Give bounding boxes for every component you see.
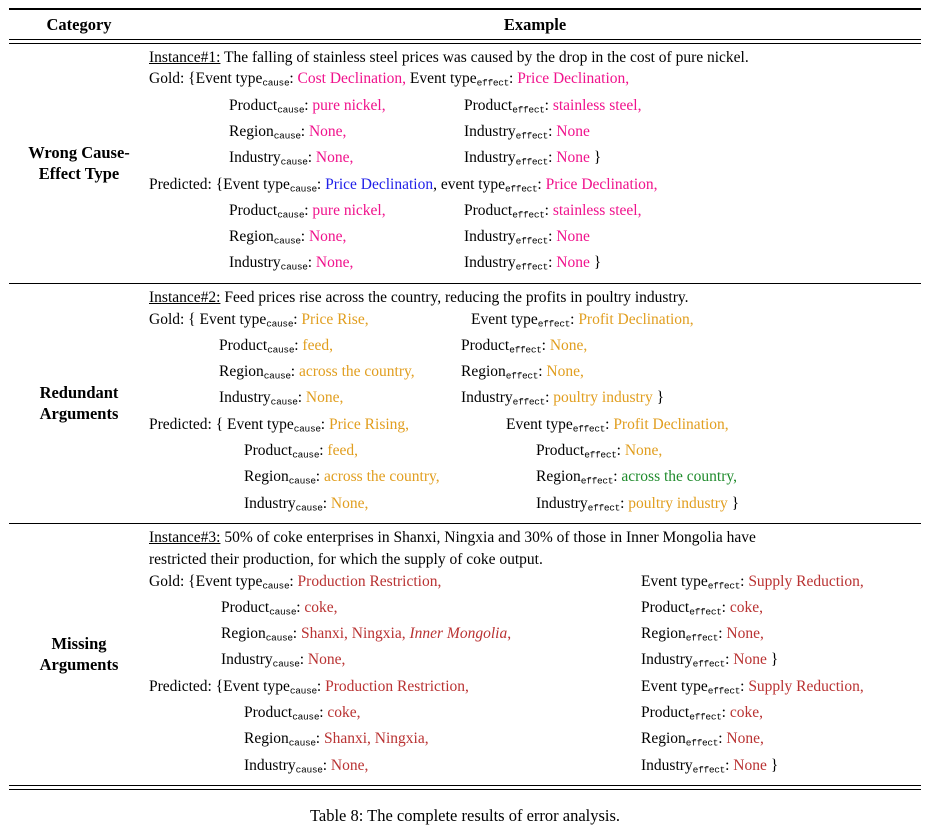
- example-line: [149, 309, 921, 335]
- line-right-segment: [461, 335, 587, 361]
- text: Gold: {: [149, 70, 196, 88]
- field-role-subscript: cause: [280, 261, 308, 273]
- field-label: Industry$_{cause}$:: [221, 651, 308, 670]
- field-label: Event type$_{cause}$:: [199, 310, 302, 330]
- field-value: coke,: [729, 704, 763, 722]
- field-label: Region$_{cause}$:: [221, 625, 301, 644]
- field-role-subscript: effect: [685, 632, 719, 644]
- field-role-subscript: cause: [262, 77, 290, 89]
- field-value: across the country,: [323, 468, 440, 486]
- field-role-subscript: cause: [293, 423, 321, 435]
- field-role-subscript: effect: [509, 344, 542, 356]
- instance-label: Instance#3:: [149, 528, 221, 546]
- field-value: pure nickel,: [312, 96, 386, 114]
- field-value: Production Restriction,: [325, 677, 469, 695]
- field-value: stainless steel,: [552, 96, 642, 114]
- category-label: Wrong Cause-: [28, 142, 130, 162]
- table-header-row: [9, 10, 921, 39]
- field-role-subscript: cause: [269, 606, 297, 618]
- line-left-segment: [244, 495, 368, 512]
- field-value: ,: [507, 625, 512, 643]
- field-role-subscript: effect: [505, 370, 539, 382]
- text: restricted their production, for which the supply of coke output.: [149, 550, 543, 568]
- field-role-subscript: cause: [295, 764, 323, 776]
- line-left-segment: [149, 416, 409, 433]
- field-label: Industry$_{effect}$:: [461, 389, 554, 408]
- line-right-segment: [641, 755, 778, 781]
- field-role-subscript: cause: [266, 318, 294, 330]
- category-label: Missing: [51, 633, 107, 653]
- line-left-segment: [229, 149, 353, 166]
- example-line: [149, 361, 921, 387]
- example-cell: [149, 527, 921, 781]
- line-left-segment: [149, 573, 441, 590]
- example-line: [149, 466, 921, 492]
- field-label: Industry$_{cause}$:: [229, 149, 316, 168]
- field-role-subscript: effect: [515, 261, 549, 273]
- field-value: coke,: [327, 704, 361, 722]
- text: }: [589, 149, 602, 167]
- example-line: [149, 440, 921, 466]
- field-value: feed,: [327, 442, 358, 460]
- field-label: Event type$_{cause}$:: [223, 677, 326, 697]
- field-role-subscript: effect: [685, 737, 719, 749]
- field-role-subscript: effect: [537, 318, 571, 330]
- field-role-subscript: effect: [515, 156, 549, 168]
- field-label: Event type$_{effect}$:: [506, 415, 614, 435]
- field-value: None,: [726, 625, 764, 643]
- field-label: Industry$_{cause}$:: [229, 254, 316, 273]
- field-value: feed,: [302, 336, 333, 354]
- field-role-subscript: effect: [689, 606, 722, 618]
- field-value: Price Declination: [325, 175, 434, 193]
- line-left-segment: [149, 678, 469, 695]
- line-left-segment: [229, 97, 386, 114]
- field-role-subscript: cause: [267, 344, 295, 356]
- example-line: [149, 335, 921, 361]
- field-role-subscript: cause: [273, 235, 301, 247]
- category-cell: [9, 527, 149, 781]
- line-right-segment: [464, 200, 642, 226]
- field-role-subscript: effect: [584, 449, 617, 461]
- text: Predicted: {: [149, 415, 228, 433]
- text: }: [652, 389, 665, 407]
- example-line: [149, 414, 921, 440]
- line-left-segment: [149, 70, 629, 87]
- example-line: [149, 649, 921, 675]
- field-value: None,: [330, 494, 369, 512]
- field-label: Event type$_{cause}$:: [195, 70, 298, 89]
- field-value: Inner Mongolia: [409, 625, 508, 643]
- field-value: Price Rise,: [301, 310, 369, 328]
- example-line: [149, 147, 921, 173]
- column-header-category: Category: [46, 15, 112, 34]
- text: 50% of coke enterprises in Shanxi, Ningxia and 30% of those in Inner Mongolia have: [220, 528, 756, 546]
- line-right-segment: [506, 414, 729, 440]
- field-value: None,: [549, 336, 588, 354]
- field-label: Product$_{cause}$:: [244, 704, 328, 723]
- table-row: [9, 44, 921, 283]
- text: Gold: {: [149, 572, 196, 590]
- field-value: Price Rising,: [328, 415, 410, 433]
- field-label: Industry$_{effect}$:: [641, 651, 734, 670]
- field-value: Profit Declination,: [613, 415, 729, 433]
- field-value: None,: [624, 442, 663, 460]
- field-label: Product$_{effect}$:: [464, 201, 553, 221]
- line-left-segment: [221, 651, 345, 668]
- line-left-segment: [244, 468, 440, 485]
- field-value: Profit Declination,: [578, 310, 694, 328]
- field-label: Product$_{effect}$:: [536, 442, 625, 461]
- field-role-subscript: effect: [572, 423, 606, 435]
- field-role-subscript: effect: [476, 77, 510, 89]
- line-left-segment: [221, 625, 511, 642]
- line-right-segment: [536, 466, 737, 492]
- line-left-segment: [229, 254, 353, 271]
- text: The falling of stainless steel prices was caused by the drop in the cost of pure nickel.: [220, 48, 749, 66]
- example-line: [149, 287, 921, 309]
- line-right-segment: [536, 440, 662, 466]
- instance-label: Instance#2:: [149, 288, 221, 306]
- field-value: Shanxi, Ningxia,: [300, 625, 410, 643]
- field-role-subscript: effect: [505, 183, 538, 195]
- field-value: None,: [307, 651, 346, 669]
- example-line: [149, 47, 921, 69]
- table-row: [9, 524, 921, 785]
- field-label: Region$_{cause}$:: [229, 122, 309, 142]
- field-label: Industry$_{cause}$:: [219, 389, 306, 408]
- line-left-segment: [229, 228, 346, 245]
- field-role-subscript: cause: [288, 475, 316, 487]
- field-role-subscript: effect: [580, 475, 614, 487]
- example-line: [149, 493, 921, 519]
- field-label: Region$_{effect}$:: [536, 468, 622, 487]
- line-right-segment: [461, 361, 584, 387]
- field-value: pure nickel,: [312, 201, 386, 219]
- field-value: None: [556, 228, 590, 246]
- text: Predicted: {: [149, 175, 224, 193]
- line-right-segment: [641, 728, 764, 754]
- field-value: Supply Reduction,: [748, 572, 864, 590]
- field-label: Industry$_{cause}$:: [244, 494, 331, 514]
- example-line: [149, 702, 921, 728]
- field-role-subscript: effect: [587, 502, 621, 514]
- table-body: [9, 44, 921, 785]
- field-value: poultry industry: [628, 494, 728, 512]
- field-label: Industry$_{effect}$:: [536, 494, 629, 514]
- field-role-subscript: cause: [262, 580, 290, 592]
- field-value: Cost Declination,: [297, 70, 407, 88]
- field-label: Region$_{cause}$:: [244, 468, 324, 487]
- example-line: [149, 549, 921, 571]
- field-value: None,: [546, 363, 584, 381]
- field-value: None: [556, 254, 590, 272]
- line-left-segment: [221, 599, 338, 616]
- field-label: Industry$_{effect}$:: [464, 228, 557, 247]
- text: Gold: {: [149, 310, 200, 328]
- field-label: Product$_{cause}$:: [221, 598, 305, 618]
- category-label: Redundant: [39, 382, 119, 402]
- field-role-subscript: cause: [289, 685, 317, 697]
- field-value: coke,: [729, 598, 763, 616]
- example-line: [149, 527, 921, 549]
- field-role-subscript: effect: [689, 711, 722, 723]
- field-role-subscript: effect: [512, 209, 545, 221]
- line-right-segment: [641, 702, 763, 728]
- field-label: Region$_{effect}$:: [461, 363, 547, 382]
- line-right-segment: [641, 623, 764, 649]
- field-value: stainless steel,: [552, 201, 642, 219]
- example-line: [149, 755, 921, 781]
- line-left-segment: [149, 49, 749, 66]
- field-value: Price Declination,: [545, 175, 658, 193]
- line-left-segment: [219, 337, 333, 354]
- example-line: [149, 200, 921, 226]
- table-row: [9, 284, 921, 523]
- field-label: Industry$_{effect}$:: [464, 254, 557, 273]
- field-value: Supply Reduction,: [748, 677, 864, 695]
- line-left-segment: [149, 311, 369, 328]
- field-label: Event type$_{cause}$:: [223, 175, 326, 195]
- field-value: None: [556, 122, 590, 140]
- example-line: [149, 226, 921, 252]
- field-role-subscript: cause: [292, 711, 320, 723]
- field-label: Product$_{cause}$:: [219, 336, 303, 356]
- category-cell: [9, 287, 149, 519]
- category-label: Arguments: [39, 654, 119, 674]
- field-label: Region$_{effect}$:: [641, 625, 727, 644]
- field-label: Region$_{cause}$:: [229, 228, 309, 247]
- line-left-segment: [229, 202, 386, 219]
- field-role-subscript: cause: [270, 396, 298, 408]
- line-left-segment: [244, 730, 429, 747]
- field-label: Product$_{effect}$:: [641, 598, 730, 618]
- field-value: None: [733, 651, 767, 669]
- line-right-segment: [461, 387, 664, 413]
- example-line: [149, 623, 921, 649]
- field-role-subscript: effect: [707, 685, 741, 697]
- line-right-segment: [464, 252, 601, 278]
- field-label: Product$_{cause}$:: [229, 201, 313, 221]
- field-value: None: [556, 149, 590, 167]
- text: }: [589, 254, 602, 272]
- line-left-segment: [149, 176, 658, 193]
- field-value: None,: [315, 149, 354, 167]
- field-value: across the country,: [298, 363, 415, 381]
- example-line: [149, 597, 921, 623]
- field-label: Event type$_{effect}$:: [409, 70, 518, 89]
- line-left-segment: [229, 123, 346, 140]
- example-line: [149, 676, 921, 702]
- field-label: Event type$_{cause}$:: [195, 572, 298, 592]
- category-cell: [9, 47, 149, 279]
- category-label: Effect Type: [38, 163, 120, 183]
- field-label: Product$_{effect}$:: [641, 704, 730, 723]
- category-label: Arguments: [39, 403, 119, 423]
- line-right-segment: [641, 676, 864, 702]
- field-label: Event type$_{effect}$:: [471, 310, 579, 330]
- line-right-segment: [641, 571, 864, 597]
- field-label: Region$_{cause}$:: [219, 363, 299, 382]
- line-left-segment: [244, 442, 358, 459]
- line-left-segment: [149, 289, 689, 306]
- text: }: [766, 756, 779, 774]
- example-line: [149, 68, 921, 94]
- field-label: Industry$_{effect}$:: [464, 149, 557, 168]
- line-right-segment: [536, 493, 739, 519]
- field-label: Product$_{effect}$:: [461, 336, 550, 356]
- example-line: [149, 95, 921, 121]
- text: Predicted: {: [149, 677, 224, 695]
- line-right-segment: [464, 226, 590, 252]
- line-right-segment: [464, 121, 590, 147]
- line-left-segment: [219, 389, 343, 406]
- field-label: Product$_{effect}$:: [464, 96, 553, 116]
- field-role-subscript: cause: [288, 737, 316, 749]
- text: ,: [433, 175, 441, 193]
- field-role-subscript: cause: [263, 370, 291, 382]
- line-right-segment: [464, 147, 601, 173]
- line-left-segment: [244, 704, 361, 721]
- text: }: [766, 651, 779, 669]
- line-right-segment: [464, 95, 642, 121]
- field-role-subscript: effect: [512, 396, 546, 408]
- line-left-segment: [219, 363, 415, 380]
- field-role-subscript: cause: [265, 632, 293, 644]
- table-bottom-rule: [9, 785, 921, 790]
- field-role-subscript: cause: [273, 130, 301, 142]
- field-label: Industry$_{cause}$:: [244, 756, 331, 776]
- field-role-subscript: effect: [692, 764, 726, 776]
- field-label: Industry$_{effect}$:: [464, 122, 557, 142]
- field-value: Price Declination,: [517, 70, 630, 88]
- field-value: Shanxi, Ningxia,: [323, 730, 429, 748]
- field-value: poultry industry: [553, 389, 653, 407]
- field-value: None,: [726, 730, 764, 748]
- field-value: None,: [330, 756, 369, 774]
- example-line: [149, 121, 921, 147]
- example-line: [149, 571, 921, 597]
- line-left-segment: [244, 757, 368, 774]
- field-value: Production Restriction,: [297, 572, 442, 590]
- example-cell: [149, 287, 921, 519]
- instance-label: Instance#1:: [149, 48, 221, 66]
- field-role-subscript: cause: [295, 502, 323, 514]
- example-line: [149, 252, 921, 278]
- line-left-segment: [149, 551, 543, 568]
- field-label: Region$_{effect}$:: [641, 730, 727, 749]
- field-value: None,: [305, 389, 344, 407]
- field-label: Event type$_{cause}$:: [227, 415, 329, 435]
- field-role-subscript: effect: [515, 130, 549, 142]
- field-value: None,: [308, 228, 347, 246]
- field-role-subscript: effect: [692, 658, 726, 670]
- line-left-segment: [149, 529, 756, 546]
- field-label: Product$_{cause}$:: [229, 96, 313, 116]
- line-right-segment: [471, 309, 694, 335]
- text: Feed prices rise across the country, reducing the profits in poultry industry.: [220, 288, 689, 306]
- field-value: None,: [315, 254, 354, 272]
- field-role-subscript: cause: [277, 209, 305, 221]
- field-label: event type$_{effect}$:: [440, 175, 546, 195]
- field-label: Product$_{cause}$:: [244, 442, 328, 461]
- field-value: None: [733, 756, 767, 774]
- example-line: [149, 728, 921, 754]
- field-role-subscript: effect: [515, 235, 549, 247]
- field-label: Industry$_{effect}$:: [641, 756, 734, 776]
- field-role-subscript: cause: [277, 104, 305, 116]
- field-role-subscript: cause: [289, 183, 317, 195]
- field-label: Event type$_{effect}$:: [641, 677, 749, 697]
- field-role-subscript: cause: [292, 449, 320, 461]
- text: }: [727, 494, 740, 512]
- line-right-segment: [641, 649, 778, 675]
- example-line: [149, 387, 921, 413]
- table-caption: Table 8: The complete results of error analysis.: [309, 805, 621, 825]
- field-label: Event type$_{effect}$:: [641, 572, 749, 592]
- field-role-subscript: effect: [707, 580, 741, 592]
- field-value: coke,: [304, 598, 338, 616]
- field-role-subscript: cause: [280, 156, 308, 168]
- field-value: across the country,: [621, 468, 738, 486]
- column-header-example: Example: [503, 15, 567, 34]
- field-role-subscript: cause: [272, 658, 300, 670]
- example-cell: [149, 47, 921, 279]
- field-value: None,: [308, 122, 347, 140]
- field-role-subscript: effect: [512, 104, 545, 116]
- example-line: [149, 174, 921, 200]
- line-right-segment: [641, 597, 763, 623]
- field-label: Region$_{cause}$:: [244, 730, 324, 749]
